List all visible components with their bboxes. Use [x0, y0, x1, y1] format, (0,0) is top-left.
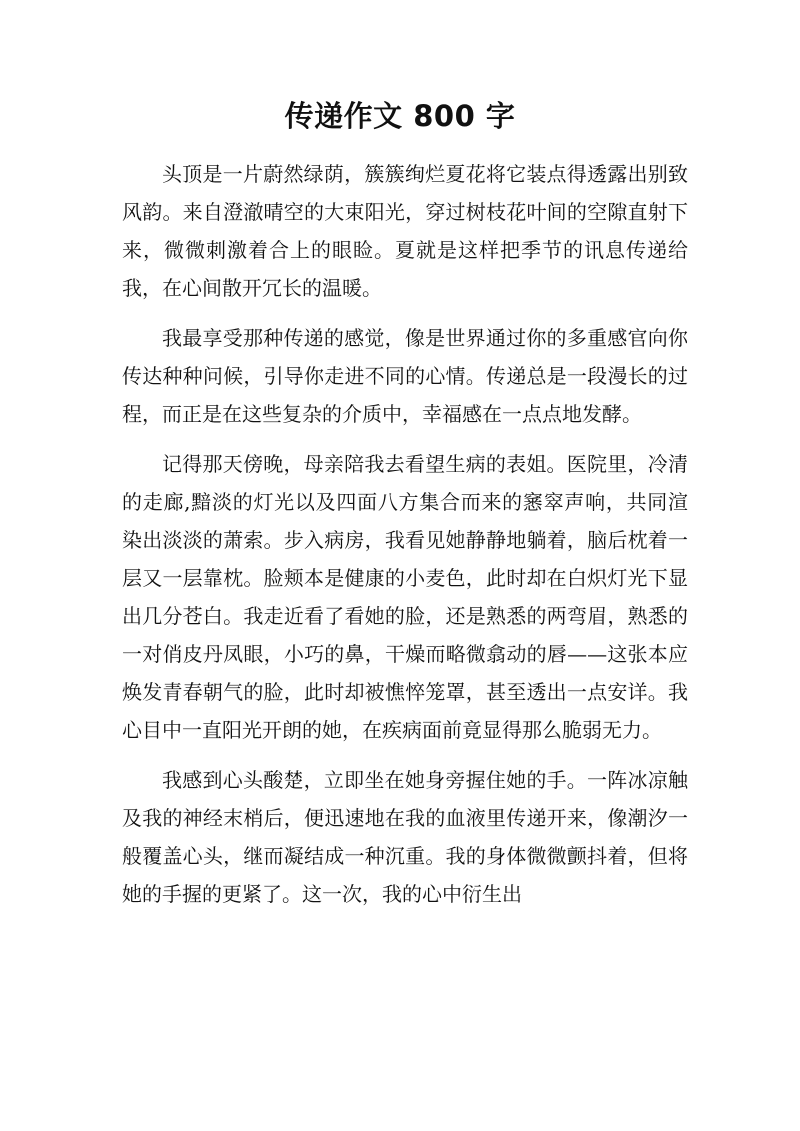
paragraph-2: 我最享受那种传递的感觉，像是世界通过你的多重感官向你传达种种问候，引导你走进不同的心情。传递总是一段漫长的过程，而正是在这些复杂的介质中，幸福感在一点点地发酵。 [122, 326, 688, 426]
paragraph-4: 我感到心头酸楚，立即坐在她身旁握住她的手。一阵冰凉触及我的神经末梢后，便迅速地在我的血液里传递开来，像潮汐一般覆盖心头，继而凝结成一种沉重。我的身体微微颤抖着，但将她的手握的更紧了。这一次，我的心中衍生出 [122, 768, 688, 906]
paragraph-1: 头顶是一片蔚然绿荫，簇簇绚烂夏花将它装点得透露出别致风韵。来自澄澈晴空的大束阳光，穿过树枝花叶间的空隙直射下来，微微刺激着合上的眼睑。夏就是这样把季节的讯息传递给我，在心间散开冗长的温暖。 [122, 162, 688, 300]
document-title: 传递作文 800 字 [284, 99, 516, 133]
paragraph-3: 记得那天傍晚，母亲陪我去看望生病的表姐。医院里，冷清的走廊,黯淡的灯光以及四面八方集合而来的窸窣声响，共同渲染出淡淡的萧索。步入病房，我看见她静静地躺着，脑后枕着一层又一层靠枕。脸颊本是健康的小麦色，此时却在白炽灯光下显出几分苍白。我走近看了看她的脸，还是熟悉的两弯眉，熟悉的一对俏皮丹凤眼，小巧的鼻，干燥而略微翕动的唇——这张本应焕发青春朝气的脸，此时却被憔悴笼罩，甚至透出一点安详。我心目中一直阳光开朗的她，在疾病面前竟显得那么脆弱无力。 [122, 452, 688, 742]
document-body [122, 155, 688, 925]
